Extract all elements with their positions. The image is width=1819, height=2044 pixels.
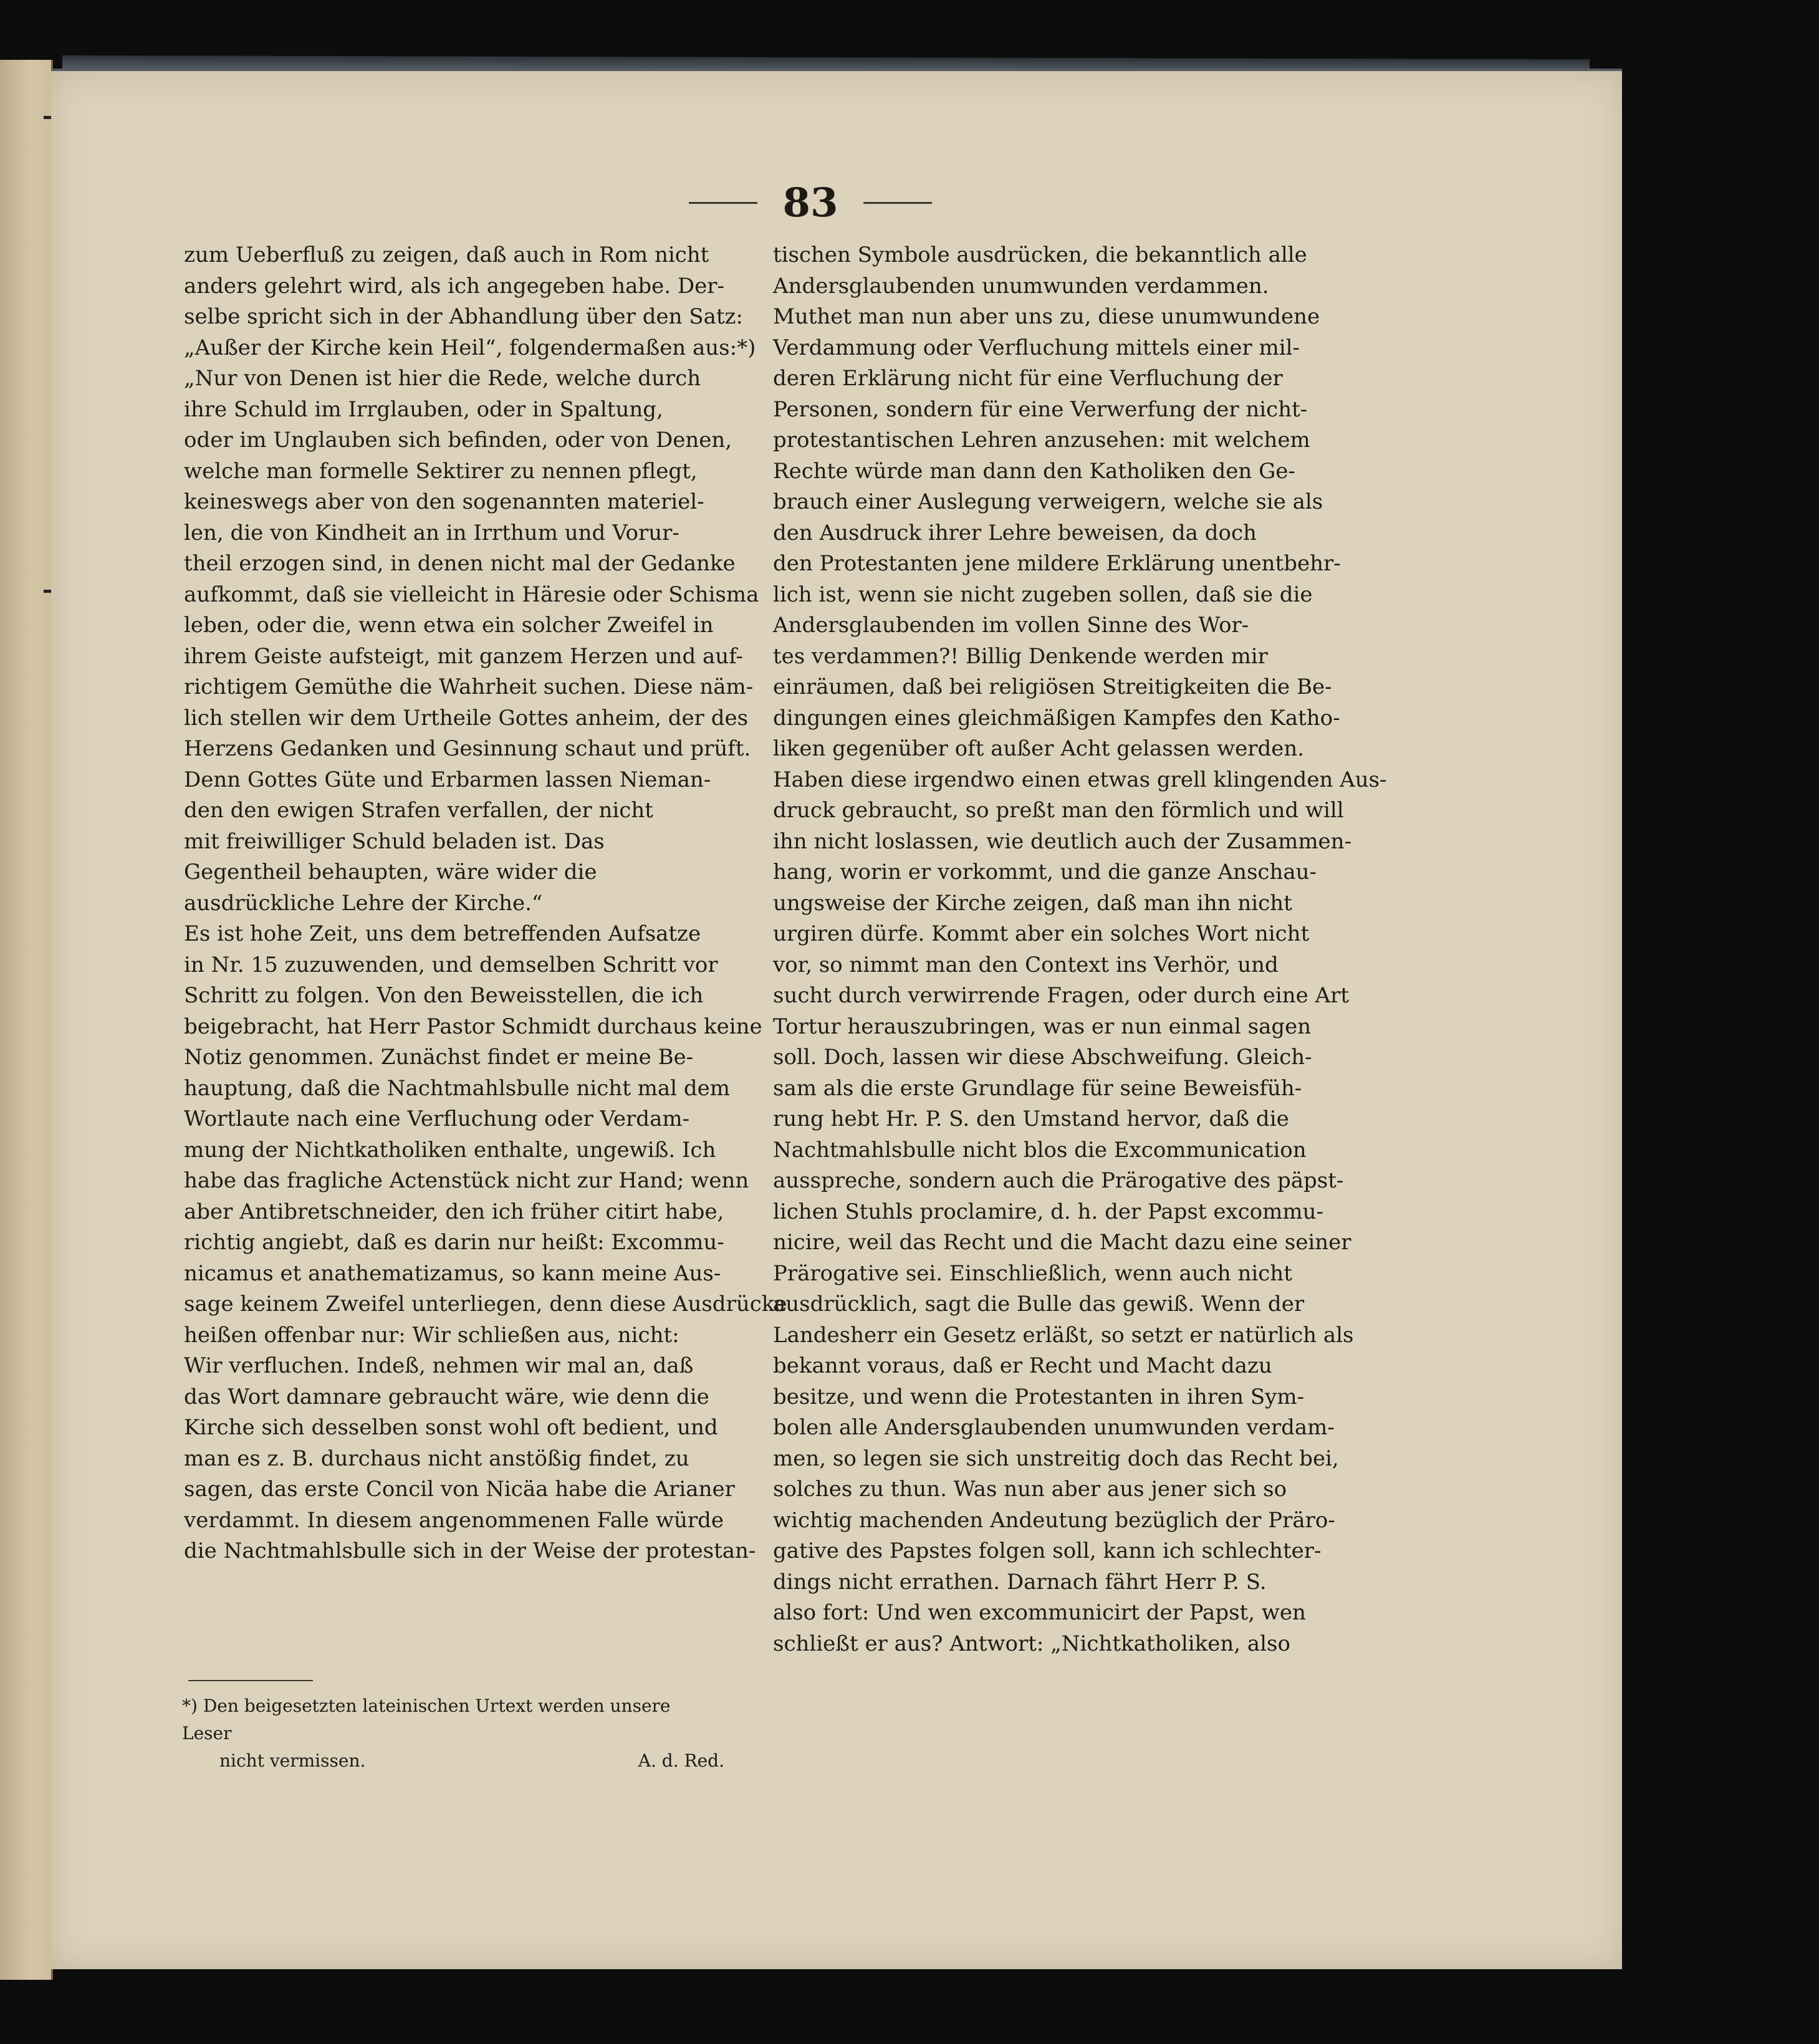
text-line: sage keinem Zweifel unterliegen, denn diese Ausdrücke bbox=[184, 1292, 787, 1317]
text-line: Haben diese irgendwo einen etwas grell klingenden Aus- bbox=[773, 767, 1387, 792]
text-line: verdammt. In diesem angenommenen Falle würde bbox=[184, 1507, 724, 1533]
text-line: dings nicht errathen. Darnach fährt Herr P. S. bbox=[773, 1569, 1267, 1595]
text-line: mung der Nichtkatholiken enthalte, ungewiß. Ich bbox=[184, 1137, 716, 1163]
text-line: rung hebt Hr. P. S. den Umstand hervor, daß die bbox=[773, 1106, 1289, 1131]
text-line: Rechte würde man dann den Katholiken den Ge- bbox=[773, 458, 1295, 484]
text-line: sucht durch verwirrende Fragen, oder durch eine Art bbox=[773, 983, 1350, 1008]
text-line: „Außer der Kirche kein Heil“, folgendermaßen aus:*) bbox=[184, 335, 756, 360]
header-rule-right bbox=[863, 202, 932, 204]
right-text-column bbox=[773, 240, 1387, 1659]
text-line: aber Antibretschneider, den ich früher citirt habe, bbox=[184, 1199, 724, 1224]
text-line: Wortlaute nach eine Verfluchung oder Verdam- bbox=[184, 1106, 690, 1131]
text-line: sam als die erste Grundlage für seine Beweisfüh- bbox=[773, 1075, 1302, 1101]
text-line: die Nachtmahlsbulle sich in der Weise der protestan- bbox=[184, 1538, 756, 1563]
text-line: in Nr. 15 zuzuwenden, und demselben Schritt vor bbox=[184, 952, 718, 977]
text-line: wichtig machenden Andeutung bezüglich der Präro- bbox=[773, 1507, 1335, 1533]
text-line: Personen, sondern für eine Verwerfung der nicht- bbox=[773, 396, 1308, 422]
text-line: das Wort damnare gebraucht wäre, wie denn die bbox=[184, 1384, 709, 1409]
text-line: Muthet man nun aber uns zu, diese unumwundene bbox=[773, 304, 1320, 329]
text-line: ausdrückliche Lehre der Kirche.“ bbox=[184, 890, 543, 916]
text-line: brauch einer Auslegung verweigern, welche sie als bbox=[773, 489, 1323, 514]
text-line: Denn Gottes Güte und Erbarmen lassen Nieman- bbox=[184, 767, 711, 792]
text-line: Andersglaubenden im vollen Sinne des Wor- bbox=[773, 613, 1249, 638]
text-line: Wir verfluchen. Indeß, nehmen wir mal an, daß bbox=[184, 1353, 694, 1378]
text-line: vor, so nimmt man den Context ins Verhör, und bbox=[773, 952, 1279, 977]
text-line: einräumen, daß bei religiösen Streitigkeiten die Be- bbox=[773, 674, 1332, 699]
text-line: Andersglaubenden unumwunden verdammen. bbox=[773, 273, 1269, 299]
text-line: richtigem Gemüthe die Wahrheit suchen. Diese näm- bbox=[184, 674, 754, 699]
text-line: ihrem Geiste aufsteigt, mit ganzem Herzen und auf- bbox=[184, 643, 744, 669]
text-line: hang, worin er vorkommt, und die ganze Anschau- bbox=[773, 860, 1317, 885]
text-line: gative des Papstes folgen soll, kann ich schlechter- bbox=[773, 1538, 1322, 1563]
text-line: deren Erklärung nicht für eine Verfluchung der bbox=[773, 366, 1283, 391]
text-line: welche man formelle Sektirer zu nennen pflegt, bbox=[184, 458, 698, 484]
footnote-line: *) Den beigesetzten lateinischen Urtext werden unsere Leser bbox=[182, 1696, 671, 1744]
text-line: den Ausdruck ihrer Lehre beweisen, da doch bbox=[773, 520, 1257, 545]
text-line: anders gelehrt wird, als ich angegeben habe. Der- bbox=[184, 273, 725, 299]
text-line: Es ist hohe Zeit, uns dem betreffenden Aufsatze bbox=[184, 921, 701, 946]
text-line: ihre Schuld im Irrglauben, oder in Spaltung, bbox=[184, 396, 663, 422]
text-line: soll. Doch, lassen wir diese Abschweifung. Gleich- bbox=[773, 1045, 1312, 1070]
text-line: urgiren dürfe. Kommt aber ein solches Wort nicht bbox=[773, 921, 1310, 946]
text-line: also fort: Und wen excommunicirt der Papst, wen bbox=[773, 1600, 1306, 1625]
text-line: richtig angiebt, daß es darin nur heißt: Excommu- bbox=[184, 1230, 724, 1255]
text-line: habe das fragliche Actenstück nicht zur Hand; wenn bbox=[184, 1168, 749, 1193]
text-line: schließt er aus? Antwort: „Nichtkatholiken, also bbox=[773, 1631, 1290, 1656]
header-rule-left bbox=[689, 202, 757, 204]
text-line: druck gebraucht, so preßt man den förmlich und will bbox=[773, 798, 1344, 823]
text-line: aufkommt, daß sie vielleicht in Häresie oder Schisma bbox=[184, 582, 759, 607]
footnote-line: nicht vermissen. bbox=[219, 1750, 366, 1771]
text-line: tischen Symbole ausdrücken, die bekanntlich alle bbox=[773, 242, 1307, 267]
footnote-signature: A. d. Red. bbox=[638, 1750, 724, 1771]
text-line: man es z. B. durchaus nicht anstößig findet, zu bbox=[184, 1446, 689, 1471]
text-line: den den ewigen Strafen verfallen, der nicht bbox=[184, 798, 653, 823]
text-line: Prärogative sei. Einschließlich, wenn auch nicht bbox=[773, 1260, 1292, 1286]
text-line: bekannt voraus, daß er Recht und Macht dazu bbox=[773, 1353, 1272, 1378]
text-line: Kirche sich desselben sonst wohl oft bedient, und bbox=[184, 1415, 718, 1440]
text-line: ihn nicht loslassen, wie deutlich auch der Zusammen- bbox=[773, 828, 1352, 854]
text-line: Herzens Gedanken und Gesinnung schaut und prüft. bbox=[184, 736, 751, 761]
text-line: keineswegs aber von den sogenannten materiel- bbox=[184, 489, 704, 514]
text-line: liken gegenüber oft außer Acht gelassen werden. bbox=[773, 736, 1305, 761]
text-line: lichen Stuhls proclamire, d. h. der Papst excommu- bbox=[773, 1199, 1323, 1224]
text-line: beigebracht, hat Herr Pastor Schmidt durchaus keine bbox=[184, 1014, 762, 1039]
text-line: ungsweise der Kirche zeigen, daß man ihn nicht bbox=[773, 890, 1292, 916]
page-number: 83 bbox=[782, 179, 838, 226]
text-line: men, so legen sie sich unstreitig doch das Recht bei, bbox=[773, 1446, 1339, 1471]
text-line: zum Ueberfluß zu zeigen, daß auch in Rom nicht bbox=[184, 242, 709, 267]
text-line: ausspreche, sondern auch die Prärogative des päpst- bbox=[773, 1168, 1344, 1193]
text-line: Tortur herauszubringen, was er nun einmal sagen bbox=[773, 1014, 1312, 1039]
text-line: oder im Unglauben sich befinden, oder von Denen, bbox=[184, 428, 732, 453]
text-line: bolen alle Andersglaubenden unumwunden verdam- bbox=[773, 1415, 1335, 1440]
text-line: selbe spricht sich in der Abhandlung über den Satz: bbox=[184, 304, 743, 329]
text-line: tes verdammen?! Billig Denkende werden mir bbox=[773, 643, 1268, 669]
text-line: Gegentheil behaupten, wäre wider die bbox=[184, 860, 597, 885]
text-line: besitze, und wenn die Protestanten in ihren Sym- bbox=[773, 1384, 1305, 1409]
footnote bbox=[182, 1692, 724, 1775]
text-line: Notiz genommen. Zunächst findet er meine Be- bbox=[184, 1045, 694, 1070]
text-line: theil erzogen sind, in denen nicht mal der Gedanke bbox=[184, 551, 736, 576]
text-line: lich stellen wir dem Urtheile Gottes anheim, der des bbox=[184, 705, 749, 731]
page-header bbox=[623, 171, 997, 234]
text-line: dingungen eines gleichmäßigen Kampfes den Katho- bbox=[773, 705, 1340, 731]
text-line: sagen, das erste Concil von Nicäa habe die Arianer bbox=[184, 1477, 735, 1502]
text-line: leben, oder die, wenn etwa ein solcher Zweifel in bbox=[184, 613, 714, 638]
text-line: len, die von Kindheit an in Irrthum und Vorur- bbox=[184, 520, 679, 545]
text-line: „Nur von Denen ist hier die Rede, welche durch bbox=[184, 366, 701, 391]
text-line: hauptung, daß die Nachtmahlsbulle nicht mal dem bbox=[184, 1075, 730, 1101]
text-line: ausdrücklich, sagt die Bulle das gewiß. Wenn der bbox=[773, 1292, 1305, 1317]
text-line: Verdammung oder Verfluchung mittels einer mil- bbox=[773, 335, 1300, 360]
text-line: Schritt zu folgen. Von den Beweisstellen, die ich bbox=[184, 983, 704, 1008]
text-line: Landesherr ein Gesetz erläßt, so setzt er natürlich als bbox=[773, 1322, 1354, 1348]
text-line: nicire, weil das Recht und die Macht dazu eine seiner bbox=[773, 1230, 1351, 1255]
footnote-rule bbox=[188, 1680, 313, 1681]
text-line: nicamus et anathematizamus, so kann meine Aus- bbox=[184, 1260, 721, 1286]
text-line: solches zu thun. Was nun aber aus jener sich so bbox=[773, 1477, 1287, 1502]
text-line: protestantischen Lehren anzusehen: mit welchem bbox=[773, 428, 1310, 453]
text-line: den Protestanten jene mildere Erklärung unentbehr- bbox=[773, 551, 1341, 576]
text-line: Nachtmahlsbulle nicht blos die Excommunication bbox=[773, 1137, 1307, 1163]
left-text-column bbox=[184, 240, 787, 1567]
previous-page-edge bbox=[0, 60, 53, 1980]
text-line: mit freiwilliger Schuld beladen ist. Das bbox=[184, 828, 605, 854]
text-line: heißen offenbar nur: Wir schließen aus, nicht: bbox=[184, 1322, 679, 1348]
text-line: lich ist, wenn sie nicht zugeben sollen, daß sie die bbox=[773, 582, 1313, 607]
